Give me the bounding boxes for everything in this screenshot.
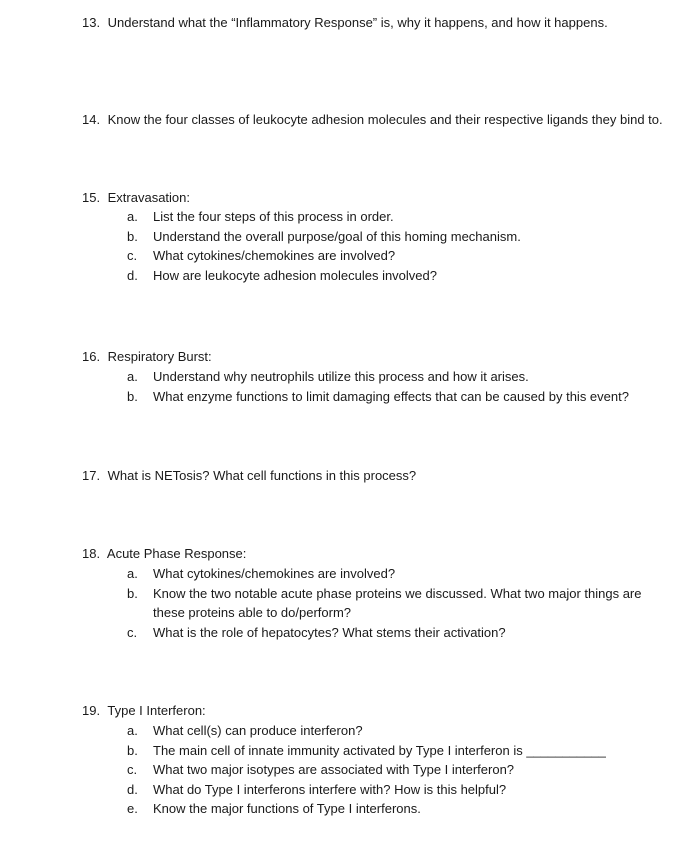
item-text: What do Type I interferons interfere with? How is this helpful?: [153, 781, 507, 797]
item-letter: c.: [127, 248, 138, 263]
question-18-subitems: [127, 564, 673, 642]
question-text: What is NETosis? What cell functions in this process?: [107, 468, 417, 483]
item-text: Understand why neutrophils utilize this process and how it arises.: [153, 369, 529, 384]
item-letter: d.: [127, 781, 138, 797]
question-text: Type I Interferon:: [107, 703, 206, 718]
question-19-subitems: [127, 721, 606, 819]
list-item: [127, 741, 606, 761]
question-19: [82, 701, 206, 720]
question-text: Know the four classes of leukocyte adhesion molecules and their respective ligands they bind to.: [107, 112, 663, 127]
list-item: [127, 623, 673, 643]
question-15: [82, 188, 190, 207]
question-16: [82, 347, 212, 366]
question-number: 16.: [82, 349, 101, 364]
question-text: Understand what the “Inflammatory Response” is, why it happens, and how it happens.: [107, 15, 608, 30]
list-item: [127, 207, 521, 227]
item-text: Know the major functions of Type I interferons.: [153, 801, 421, 816]
list-item: [127, 266, 521, 286]
question-number: 19.: [82, 703, 101, 718]
list-item: [127, 246, 521, 266]
item-letter: a.: [127, 369, 138, 384]
question-number: 18.: [82, 546, 101, 561]
question-number: 14.: [82, 112, 101, 127]
item-letter: b.: [127, 742, 138, 758]
question-text: Respiratory Burst:: [107, 349, 212, 364]
question-15-subitems: [127, 207, 521, 285]
item-letter: d.: [127, 267, 138, 283]
item-text: What cytokines/chemokines are involved?: [153, 248, 396, 263]
question-18: [82, 544, 246, 563]
question-number: 17.: [82, 468, 101, 483]
question-number: 13.: [82, 15, 101, 30]
item-letter: b.: [127, 228, 138, 244]
item-text: What cell(s) can produce interferon?: [153, 723, 363, 738]
question-14: [82, 110, 663, 129]
list-item: [127, 721, 606, 741]
question-13: [82, 13, 608, 32]
item-text: What enzyme functions to limit damaging effects that can be caused by this event?: [153, 388, 629, 404]
list-item: [127, 584, 673, 623]
item-letter: c.: [127, 624, 138, 640]
question-text: Extravasation:: [107, 190, 190, 205]
list-item: [127, 387, 629, 407]
list-item: [127, 780, 606, 800]
list-item: [127, 760, 606, 780]
question-17: [82, 466, 416, 485]
item-text: How are leukocyte adhesion molecules involved?: [153, 267, 437, 283]
question-text: Acute Phase Response:: [106, 546, 247, 561]
item-letter: e.: [127, 801, 138, 816]
item-letter: a.: [127, 209, 138, 224]
list-item: [127, 367, 629, 387]
item-text: What two major isotypes are associated with Type I interferon?: [153, 762, 515, 777]
list-item: [127, 799, 606, 819]
item-letter: c.: [127, 762, 138, 777]
item-text: List the four steps of this process in order.: [153, 209, 394, 224]
item-text: Understand the overall purpose/goal of this homing mechanism.: [153, 228, 521, 244]
item-text: The main cell of innate immunity activated by Type I interferon is ___________: [153, 742, 606, 758]
list-item: [127, 227, 521, 247]
item-text: Know the two notable acute phase proteins we discussed. What two major things are these proteins able to do/perform?: [153, 585, 642, 620]
question-number: 15.: [82, 190, 101, 205]
question-16-subitems: [127, 367, 629, 406]
item-text: What cytokines/chemokines are involved?: [153, 566, 396, 581]
item-letter: a.: [127, 566, 138, 581]
item-letter: a.: [127, 723, 138, 738]
list-item: [127, 564, 673, 584]
item-text: What is the role of hepatocytes? What stems their activation?: [153, 624, 506, 640]
item-letter: b.: [127, 585, 138, 601]
item-letter: b.: [127, 388, 138, 404]
